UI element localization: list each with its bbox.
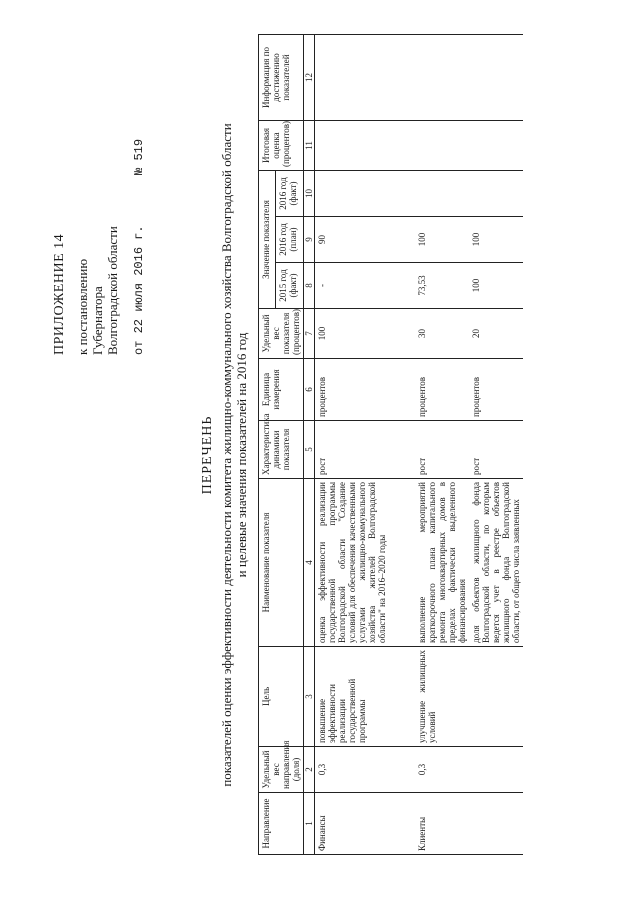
col-number: 1 bbox=[304, 793, 315, 855]
date-value: 22 июля 2016 г. bbox=[132, 225, 146, 334]
cell-info bbox=[469, 35, 523, 121]
cell-direction: Финансы bbox=[315, 793, 390, 855]
cell-fact-2015: 100 bbox=[469, 263, 523, 309]
cell-weight-indicator: 100 bbox=[315, 309, 390, 359]
table-row bbox=[469, 35, 523, 855]
cell-weight bbox=[469, 747, 523, 793]
header-indicator-name: Наименование показателя bbox=[259, 479, 304, 647]
header-fact-2015: 2015 год (факт) bbox=[275, 263, 303, 309]
col-number: 7 bbox=[304, 309, 315, 359]
cell-info bbox=[315, 35, 390, 121]
cell-unit: процентов bbox=[389, 359, 469, 421]
cell-weight-indicator: 30 bbox=[389, 309, 469, 359]
cell-total bbox=[469, 121, 523, 171]
indicators-table bbox=[258, 34, 523, 855]
appendix-date-line bbox=[132, 139, 147, 355]
cell-dynamics: рост bbox=[389, 421, 469, 479]
table-row bbox=[315, 35, 390, 855]
date-prefix: от bbox=[132, 340, 146, 355]
header-goal: Цель bbox=[259, 647, 304, 747]
cell-weight: 0,3 bbox=[389, 747, 469, 793]
cell-goal: повышение эффективности реализации государственной программы bbox=[315, 647, 390, 747]
cell-goal: улучшение жилищных условий bbox=[389, 647, 469, 747]
cell-plan-2016: 100 bbox=[469, 217, 523, 263]
appendix-line-1: к постановлению bbox=[75, 258, 90, 355]
col-number: 12 bbox=[304, 35, 315, 121]
header-fact-2016: 2016 год (факт) bbox=[275, 171, 303, 217]
cell-info bbox=[389, 35, 469, 121]
cell-unit: процентов bbox=[315, 359, 390, 421]
cell-direction bbox=[469, 793, 523, 855]
cell-goal bbox=[469, 647, 523, 747]
number-label: № bbox=[132, 167, 146, 175]
col-number: 10 bbox=[304, 171, 315, 217]
cell-fact-2016 bbox=[315, 171, 390, 217]
header-total-score: Итоговая оценка (процентов) bbox=[259, 121, 304, 171]
title-line-1: показателей оценки эффективности деятельности комитета жилищно-коммунального хозяйства Волгоградской области bbox=[219, 123, 234, 787]
header-info: Информация по достижению показателей bbox=[259, 35, 304, 121]
header-direction: Направление bbox=[259, 793, 304, 855]
title-line-2: и целевые значения показателей на 2016 год bbox=[234, 332, 249, 578]
cell-total bbox=[315, 121, 390, 171]
col-number: 9 bbox=[304, 217, 315, 263]
col-number: 8 bbox=[304, 263, 315, 309]
appendix-number: ПРИЛОЖЕНИЕ 14 bbox=[52, 233, 67, 355]
cell-dynamics: рост bbox=[469, 421, 523, 479]
cell-fact-2015: - bbox=[315, 263, 390, 309]
col-number: 11 bbox=[304, 121, 315, 171]
col-number: 3 bbox=[304, 647, 315, 747]
cell-dynamics: рост bbox=[315, 421, 390, 479]
cell-weight: 0,3 bbox=[315, 747, 390, 793]
number-value: 519 bbox=[132, 138, 146, 161]
cell-plan-2016: 100 bbox=[389, 217, 469, 263]
col-number: 5 bbox=[304, 421, 315, 479]
cell-fact-2015: 73,53 bbox=[389, 263, 469, 309]
appendix-header bbox=[52, 139, 147, 355]
header-dynamics: Характеристика динамики показателя bbox=[259, 421, 304, 479]
header-weight-indicator: Удельный вес показателя (процентов) bbox=[259, 309, 304, 359]
header-unit: Единица измерения bbox=[259, 359, 304, 421]
header-plan-2016: 2016 год (план) bbox=[275, 217, 303, 263]
cell-weight-indicator: 20 bbox=[469, 309, 523, 359]
cell-unit: процентов bbox=[469, 359, 523, 421]
column-number-row bbox=[304, 35, 315, 855]
appendix-line-2: Губернатора bbox=[90, 286, 105, 355]
col-number: 4 bbox=[304, 479, 315, 647]
col-number: 6 bbox=[304, 359, 315, 421]
header-value-group: Значение показателя bbox=[259, 171, 276, 309]
cell-plan-2016: 90 bbox=[315, 217, 390, 263]
title-heading: ПЕРЕЧЕНЬ bbox=[200, 415, 215, 495]
document-title bbox=[200, 65, 249, 845]
cell-total bbox=[389, 121, 469, 171]
table-row bbox=[389, 35, 469, 855]
col-number: 2 bbox=[304, 747, 315, 793]
cell-fact-2016 bbox=[389, 171, 469, 217]
cell-indicator: оценка эффективности реализации государственной программы Волгоградской области "Создание условий для обеспечения качественными услугами жилищно-коммунального хозяйства жителей Волгоградской области" на 2016–2020 годы bbox=[315, 479, 390, 647]
cell-indicator: доля объектов жилищного фонда Волгоградской области, по которым ведется учет в реестре объектов жилищного фонда Волгоградской области, от общего числа заявленных bbox=[469, 479, 523, 647]
cell-direction: Клиенты bbox=[389, 793, 469, 855]
header-weight-direction: Удельный вес направления (доля) bbox=[259, 747, 304, 793]
cell-indicator: выполнение мероприятий краткосрочного плана капитального ремонта многоквартирных домов в пределах фактически выделенного финансирования bbox=[389, 479, 469, 647]
cell-fact-2016 bbox=[469, 171, 523, 217]
appendix-line-3: Волгоградской области bbox=[105, 226, 120, 355]
